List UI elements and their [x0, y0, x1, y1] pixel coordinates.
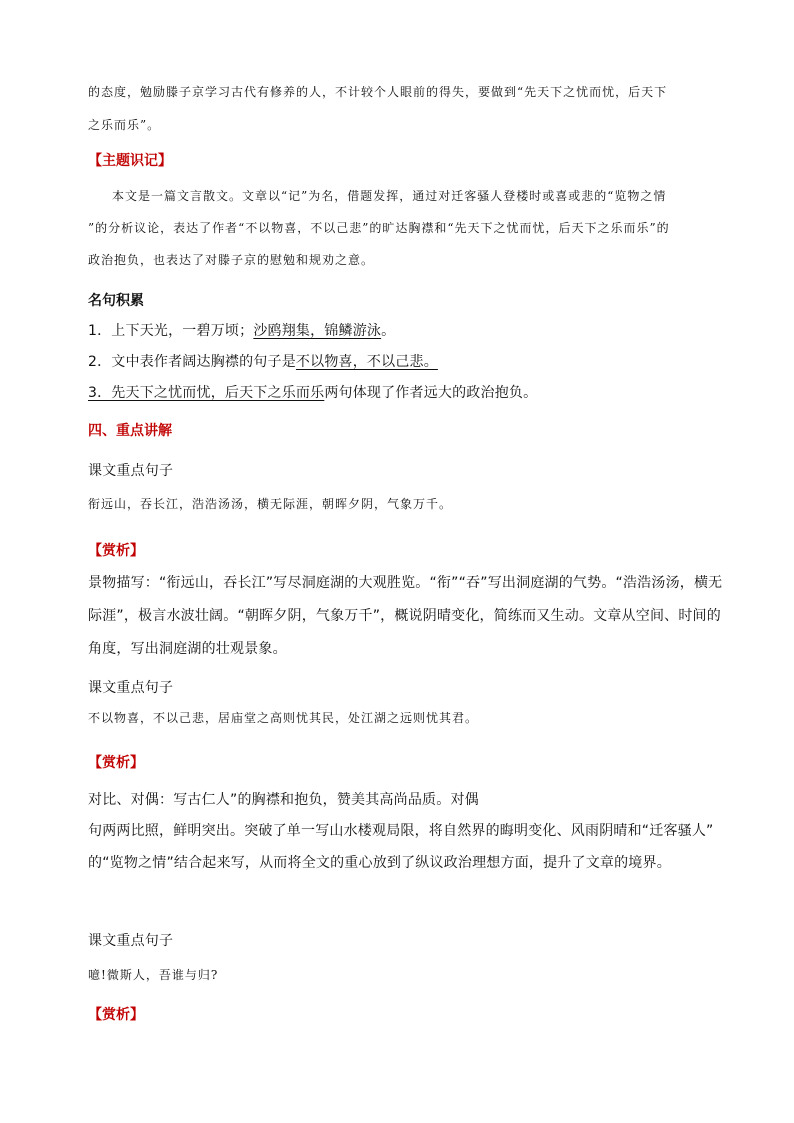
quote-3-answer: 3．先天下之忧而忧，后天下之乐而乐 [88, 385, 325, 401]
quotes-heading: 名句积累 [88, 293, 144, 309]
key-1-label: 课文重点句子 [88, 463, 174, 479]
key-1-analysis-line-3: 角度，写出洞庭湖的壮观景象。 [88, 641, 287, 657]
key-2-analysis-heading: 【赏析】 [88, 755, 144, 771]
quote-item-3 [88, 382, 537, 402]
quote-1-suffix: 。 [381, 323, 396, 339]
key-2-analysis-line-2: 句两两比照，鲜明突出。突破了单一写山水楼观局限，将自然界的晦明变化、风雨阴晴和“迁客骚人” [88, 823, 714, 839]
key-2-analysis-line-1: 对比、对偶：写古仁人”的胸襟和抱负，赞美其高尚品质。对偶 [88, 792, 479, 808]
key-1-analysis-heading: 【赏析】 [88, 543, 144, 559]
key-2-analysis-line-3: 的“览物之情”结合起来写，从而将全文的重心放到了纵议政治理想方面，提升了文章的境界。 [88, 855, 671, 871]
key-2-sentence: 不以物喜，不以己悲，居庙堂之高则忧其民，处江湖之远则忧其君。 [88, 711, 479, 725]
key-1-analysis-line-2: 际涯”，极言水波壮阔。“朝晖夕阴，气象万千”，概说阴晴变化，简练而又生动。文章从空间、时间的 [88, 608, 721, 624]
theme-heading: 【主题识记】 [88, 153, 172, 169]
key-1-analysis-line-1: 景物描写：“衔远山，吞长江”写尽洞庭湖的大观胜览。“衔”“吞”写出洞庭湖的气势。“浩浩汤汤，横无 [88, 575, 723, 591]
key-1-sentence: 衔远山，吞长江，浩浩汤汤，横无际涯，朝晖夕阴，气象万千。 [88, 497, 453, 511]
section-4-heading: 四、重点讲解 [88, 423, 172, 439]
quote-item-2 [88, 351, 438, 371]
quote-3-suffix: 两句体现了作者远大的政治抱负。 [324, 385, 538, 401]
theme-line-2: ”的分析议论，表达了作者“不以物喜，不以己悲”的旷达胸襟和“先天下之忧而忧，后天下之乐而乐”的 [88, 221, 670, 235]
quote-2-answer: 不以物喜，不以己悲。 [295, 354, 438, 370]
quote-1-answer: 沙鸥翔集，锦鳞游泳 [253, 323, 382, 339]
quote-2-prefix: 2．文中表作者阔达胸襟的句子是 [88, 354, 296, 370]
intro-line-2: 之乐而乐”。 [88, 118, 161, 132]
theme-line-1: 本文是一篇文言散文。文章以“记”为名，借题发挥，通过对迁客骚人登楼时或喜或悲的“览物之情 [112, 189, 667, 203]
key-3-sentence: 噫!微斯人，吾谁与归? [88, 968, 219, 982]
key-3-analysis-heading: 【赏析】 [88, 1007, 144, 1023]
intro-line-1: 的态度，勉励滕子京学习古代有修养的人，不计较个人眼前的得失，要做到“先天下之忧而忧，后天下 [88, 85, 668, 99]
theme-line-3: 政治抱负，也表达了对滕子京的慰勉和规劝之意。 [88, 253, 375, 267]
key-3-label: 课文重点句子 [88, 933, 174, 949]
key-2-label: 课文重点句子 [88, 680, 174, 696]
quote-item-1 [88, 320, 395, 340]
quote-1-prefix: 1．上下天光，一碧万顷； [88, 323, 254, 339]
